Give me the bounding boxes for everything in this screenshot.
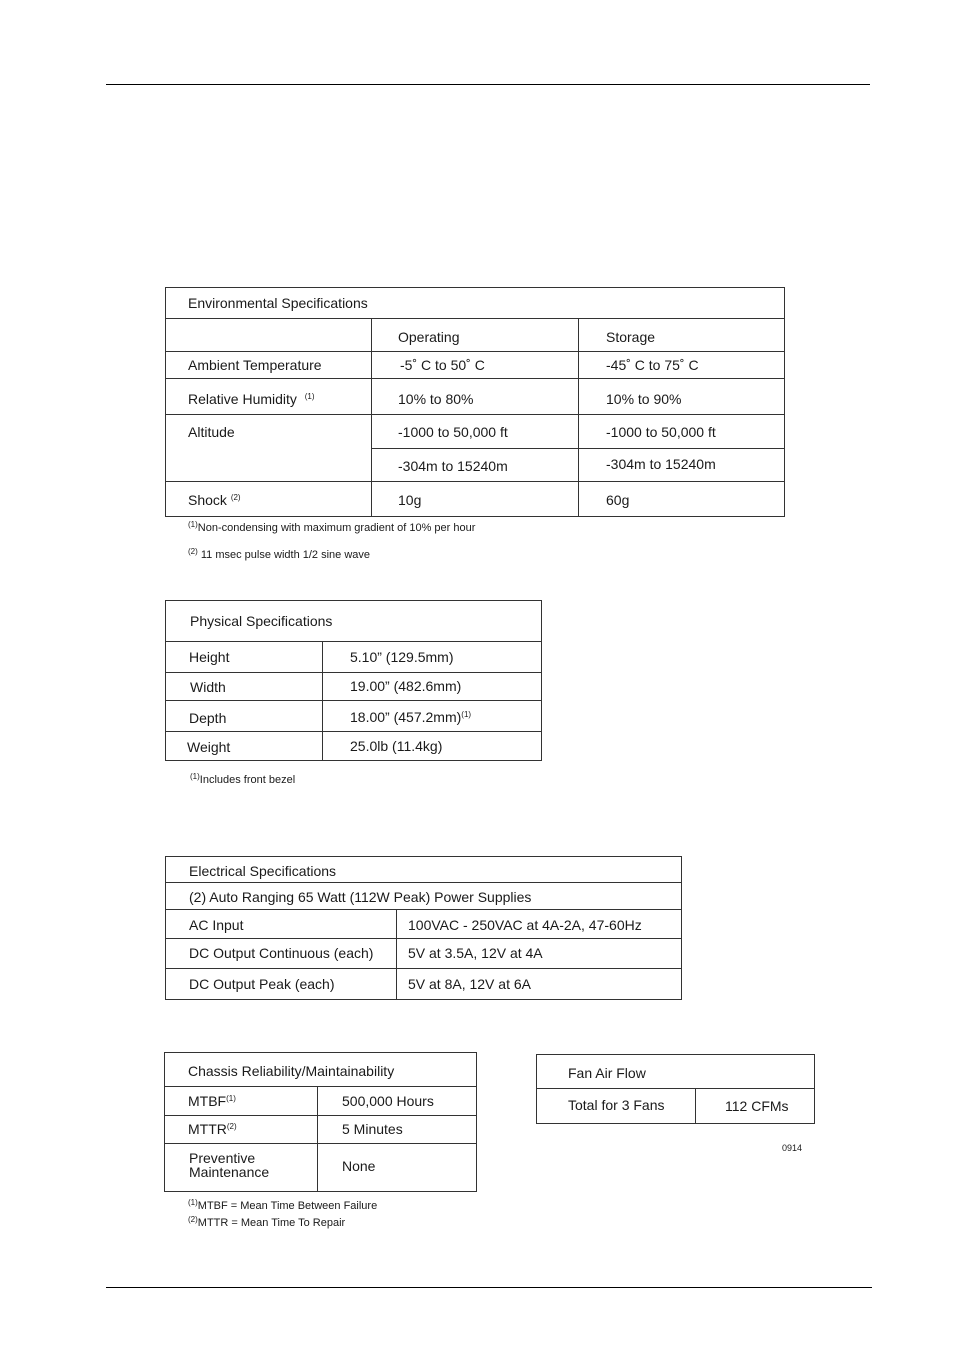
preventive-maintenance-value: None: [342, 1158, 376, 1174]
dc-output-continuous-value: 5V at 3.5A, 12V at 4A: [408, 945, 543, 961]
weight-label: Weight: [187, 739, 231, 755]
shock-storage: 60g: [606, 492, 630, 508]
weight-value: 25.0lb (11.4kg): [350, 738, 443, 754]
altitude-label: Altitude: [188, 424, 235, 440]
fan-total-value: 112 CFMs: [725, 1098, 789, 1114]
relative-humidity-operating: 10% to 80%: [398, 391, 474, 407]
mtbf-label: MTBF$^{(1)}$: [188, 1093, 236, 1109]
dc-output-continuous-label: DC Output Continuous (each): [189, 945, 374, 961]
reliability-title: Chassis Reliability/Maintainability: [188, 1063, 395, 1079]
footnote-marker: (1): [226, 1094, 236, 1103]
dc-output-peak-label: DC Output Peak (each): [189, 976, 335, 992]
mttr-value: 5 Minutes: [342, 1121, 403, 1137]
ambient-temperature-label: Ambient Temperature: [188, 357, 322, 373]
footnote-marker: (2): [226, 1122, 237, 1131]
reliability-footnote-1: $^{(1)}$MTBF = Mean Time Between Failure: [188, 1198, 378, 1212]
altitude-ft-storage: -1000 to 50,000 ft: [606, 424, 716, 440]
ac-input-label: AC Input: [189, 917, 244, 933]
environmental-title: Environmental Specifications: [188, 295, 368, 311]
mtbf-value: 500,000 Hours: [342, 1093, 434, 1109]
depth-value: 18.00” $(457.2mm)^{(1)}$: [350, 709, 472, 725]
altitude-m-operating: -304m to 15240m: [398, 458, 508, 474]
shock-operating: 10g: [398, 492, 422, 508]
environmental-footnote-2: $^{(2)}$ 11 msec pulse width 1/2 sine wave: [188, 547, 370, 561]
footer-rule: [106, 1287, 872, 1288]
physical-title: Physical Specifications: [190, 613, 333, 629]
ambient-temperature-storage: -45˚ C to 75˚ C: [606, 357, 699, 373]
width-label: Width: [190, 679, 226, 695]
height-value: 5.10” (129.5mm): [350, 649, 454, 665]
relative-humidity-storage: 10% to 90%: [606, 391, 682, 407]
electrical-title: Electrical Specifications: [189, 863, 337, 879]
ambient-temperature-operating: -5˚ C to 50˚ C: [400, 357, 485, 373]
altitude-ft-operating: -1000 to 50,000 ft: [398, 424, 508, 440]
relative-humidity-label: Relative Humidity $^{(1)}$: [188, 391, 315, 407]
depth-label: Depth: [189, 710, 227, 726]
ac-input-value: 100VAC - 250VAC at 4A-2A, 47-60Hz: [408, 917, 642, 933]
mttr-label: MTTR$^{(2)}$: [188, 1121, 237, 1137]
width-value: 19.00” (482.6mm): [350, 678, 462, 694]
fan-total-label: Total for 3 Fans: [568, 1097, 665, 1113]
footnote-marker: (1): [461, 710, 472, 719]
operating-header: Operating: [398, 329, 460, 345]
power-supplies-subtitle: (2) Auto Ranging 65 Watt (112W Peak) Power Supplies: [189, 889, 532, 905]
reliability-footnote-2: $^{(2)}$MTTR = Mean Time To Repair: [188, 1215, 346, 1229]
physical-footnote-1: $^{(1)}$Includes front bezel: [190, 772, 296, 786]
height-label: Height: [189, 649, 230, 665]
preventive-maintenance-label-line1: Preventive: [189, 1150, 256, 1166]
footnote-marker: (1): [304, 392, 315, 401]
fan-title: Fan Air Flow: [568, 1065, 646, 1081]
footnote-marker: (2): [230, 493, 241, 502]
environmental-footnote-1: $^{(1)}$Non-condensing with maximum gradient of 10% per hour: [188, 520, 476, 534]
dc-output-peak-value: 5V at 8A, 12V at 6A: [408, 976, 531, 992]
preventive-maintenance-label-line2: Maintenance: [189, 1164, 270, 1180]
shock-label: Shock $^{(2)}$: [188, 492, 241, 508]
altitude-m-storage: -304m to 15240m: [606, 456, 716, 472]
storage-header: Storage: [606, 329, 656, 345]
figure-code: 0914: [782, 1143, 803, 1153]
header-rule: [106, 84, 870, 85]
